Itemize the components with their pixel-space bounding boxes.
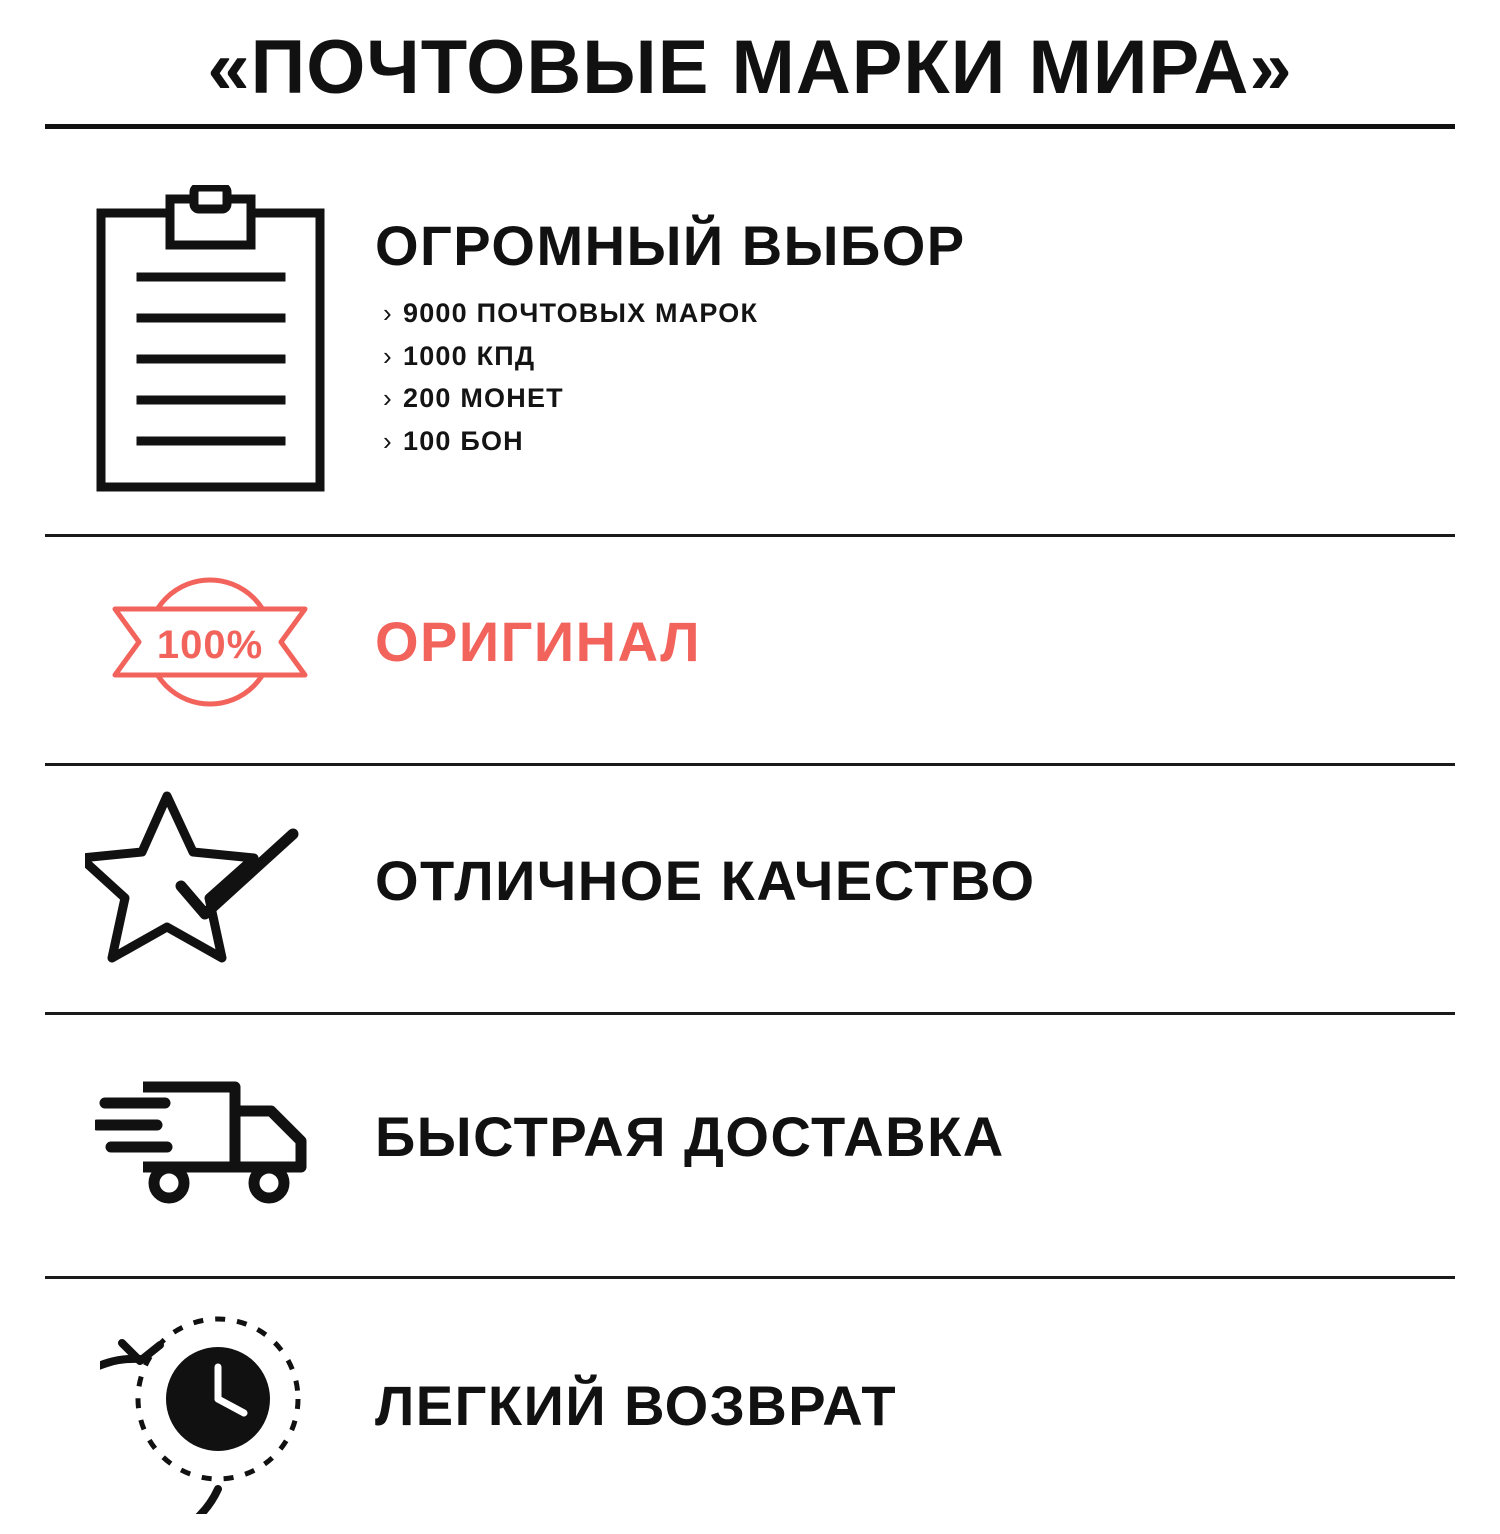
clock-return-arrow-icon: [45, 1299, 375, 1514]
feature-body-huge-choice: [375, 213, 1455, 463]
chevron-right-icon: ›: [383, 297, 393, 328]
feature-row-delivery: [45, 1015, 1455, 1260]
list-item-label: 1000 КПД: [403, 340, 536, 371]
list-item: [383, 377, 1445, 420]
star-check-icon: [45, 786, 375, 976]
feature-body-delivery: [375, 1105, 1455, 1169]
feature-heading: ОГРОМНЫЙ ВЫБОР: [375, 213, 966, 277]
page-title: «ПОЧТОВЫЕ МАРКИ МИРА»: [207, 25, 1293, 110]
chevron-right-icon: ›: [383, 340, 393, 371]
feature-row-return: [45, 1279, 1455, 1534]
header-spacer: [45, 129, 1455, 163]
list-item-label: 200 МОНЕТ: [403, 383, 564, 414]
feature-body-original: [375, 609, 1455, 673]
feature-heading: ОТЛИЧНОЕ КАЧЕСТВО: [375, 848, 1036, 912]
feature-row-huge-choice: [45, 163, 1455, 518]
list-item-label: 9000 ПОЧТОВЫХ МАРОК: [403, 297, 759, 328]
feature-body-return: [375, 1374, 1455, 1438]
feature-heading: ЛЕГКИЙ ВОЗВРАТ: [375, 1374, 898, 1438]
delivery-truck-icon: [45, 1067, 375, 1207]
hundred-percent-badge-icon: [45, 562, 375, 722]
page-header: [45, 0, 1455, 129]
feature-body-quality: [375, 848, 1455, 912]
clipboard-icon: [45, 185, 375, 495]
chevron-right-icon: ›: [383, 383, 393, 414]
svg-text:100%: 100%: [156, 622, 264, 667]
feature-heading: БЫСТРАЯ ДОСТАВКА: [375, 1105, 1005, 1169]
list-item: [383, 292, 1445, 335]
chevron-right-icon: ›: [383, 425, 393, 456]
feature-bullet-list: [383, 292, 1445, 463]
list-item-label: 100 БОН: [403, 425, 524, 456]
feature-heading: ОРИГИНАЛ: [375, 609, 702, 673]
feature-row-original: [45, 537, 1455, 747]
list-item: [383, 335, 1445, 378]
list-item: [383, 420, 1445, 463]
feature-row-quality: [45, 766, 1455, 996]
